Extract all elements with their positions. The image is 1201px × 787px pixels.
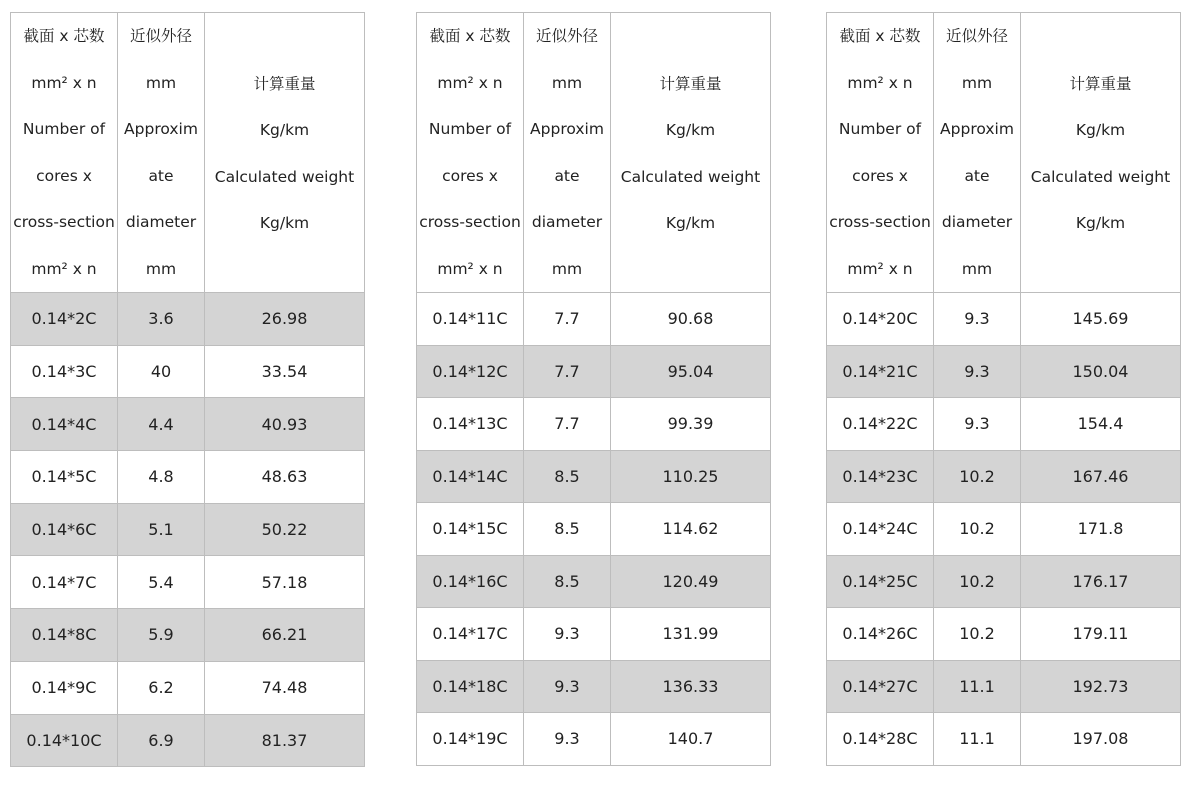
cell-weight: 110.25: [611, 450, 771, 503]
spec-table-2: [416, 12, 771, 766]
cell-weight: 48.63: [205, 451, 365, 504]
table-row: [827, 398, 1181, 451]
table-row: [417, 713, 771, 766]
table-row: [417, 345, 771, 398]
table-row: [417, 555, 771, 608]
header-line: mm² x n: [437, 259, 503, 278]
cell-section: 0.14*15C: [417, 503, 524, 556]
cell-diameter: 9.3: [524, 608, 611, 661]
cell-weight: 120.49: [611, 555, 771, 608]
table-row: [827, 555, 1181, 608]
cell-section: 0.14*2C: [11, 293, 118, 346]
cell-section: 0.14*21C: [827, 345, 934, 398]
cell-diameter: 10.2: [934, 503, 1021, 556]
header-line: cross-section: [419, 213, 521, 231]
cell-weight: 171.8: [1021, 503, 1181, 556]
header-line: mm: [145, 259, 177, 278]
cell-diameter: 10.2: [934, 450, 1021, 503]
header-line: 近似外径: [945, 27, 1008, 45]
header-line: Kg/km: [1075, 121, 1126, 139]
cell-weight: 145.69: [1021, 293, 1181, 346]
header-line: mm² x n: [31, 259, 97, 278]
table-row: [11, 661, 365, 714]
cell-weight: 114.62: [611, 503, 771, 556]
cell-section: 0.14*16C: [417, 555, 524, 608]
header-line: mm: [551, 259, 583, 278]
cell-diameter: 9.3: [934, 345, 1021, 398]
cell-section: 0.14*4C: [11, 398, 118, 451]
table-row: [827, 503, 1181, 556]
table-row: [11, 293, 365, 346]
spec-table-3: [826, 12, 1181, 766]
header-line: 截面 x 芯数: [23, 27, 105, 45]
cell-weight: 192.73: [1021, 660, 1181, 713]
cell-section: 0.14*28C: [827, 713, 934, 766]
header-line: Number of: [838, 120, 922, 138]
cell-diameter: 7.7: [524, 345, 611, 398]
cell-weight: 95.04: [611, 345, 771, 398]
cell-diameter: 10.2: [934, 608, 1021, 661]
header-line: ate: [148, 166, 174, 185]
header-line: cross-section: [829, 213, 931, 231]
header-line: mm: [961, 259, 993, 278]
cell-section: 0.14*24C: [827, 503, 934, 556]
cell-diameter: 4.8: [118, 451, 205, 504]
table-row: [417, 660, 771, 713]
spec-table-1: [10, 12, 365, 767]
cell-section: 0.14*13C: [417, 398, 524, 451]
header-section: [417, 13, 524, 293]
header-line: Calculated weight: [1030, 167, 1171, 186]
table-row: [827, 713, 1181, 766]
cell-diameter: 6.2: [118, 661, 205, 714]
cell-section: 0.14*19C: [417, 713, 524, 766]
cell-diameter: 7.7: [524, 293, 611, 346]
table-row: [417, 450, 771, 503]
cell-section: 0.14*23C: [827, 450, 934, 503]
cell-weight: 140.7: [611, 713, 771, 766]
cell-diameter: 8.5: [524, 450, 611, 503]
header-line: 近似外径: [535, 27, 598, 45]
header-line: Kg/km: [259, 214, 310, 232]
header-line: 计算重量: [253, 74, 316, 93]
table-row: [827, 608, 1181, 661]
header-line: Kg/km: [1075, 214, 1126, 232]
cell-weight: 136.33: [611, 660, 771, 713]
header-line: mm² x n: [31, 73, 97, 92]
header-weight: [611, 13, 771, 293]
table-row: [11, 714, 365, 767]
header-diameter: [118, 13, 205, 293]
cell-section: 0.14*17C: [417, 608, 524, 661]
table-row: [11, 398, 365, 451]
table-row: [417, 398, 771, 451]
cell-diameter: 8.5: [524, 555, 611, 608]
cell-diameter: 40: [118, 345, 205, 398]
cell-diameter: 11.1: [934, 713, 1021, 766]
cell-diameter: 5.4: [118, 556, 205, 609]
header-line: mm² x n: [847, 259, 913, 278]
cell-section: 0.14*26C: [827, 608, 934, 661]
cell-weight: 50.22: [205, 503, 365, 556]
cell-weight: 66.21: [205, 609, 365, 662]
cell-section: 0.14*20C: [827, 293, 934, 346]
table-row: [417, 608, 771, 661]
header-line: mm² x n: [847, 73, 913, 92]
header-section: [11, 13, 118, 293]
table-row: [827, 450, 1181, 503]
cell-weight: 90.68: [611, 293, 771, 346]
table-row: [827, 345, 1181, 398]
cell-diameter: 10.2: [934, 555, 1021, 608]
cell-section: 0.14*6C: [11, 503, 118, 556]
header-weight: [205, 13, 365, 293]
cell-diameter: 3.6: [118, 293, 205, 346]
cell-diameter: 9.3: [934, 293, 1021, 346]
header-row: [417, 13, 771, 293]
header-line: mm: [551, 73, 583, 92]
header-line: Approxim: [124, 120, 198, 138]
header-line: Kg/km: [259, 121, 310, 139]
header-line: Calculated weight: [620, 167, 761, 186]
cell-diameter: 5.9: [118, 609, 205, 662]
header-diameter: [934, 13, 1021, 293]
cell-diameter: 8.5: [524, 503, 611, 556]
cell-weight: 33.54: [205, 345, 365, 398]
cell-weight: 179.11: [1021, 608, 1181, 661]
table-row: [827, 660, 1181, 713]
cell-diameter: 11.1: [934, 660, 1021, 713]
header-diameter: [524, 13, 611, 293]
cell-weight: 40.93: [205, 398, 365, 451]
cell-section: 0.14*7C: [11, 556, 118, 609]
header-line: diameter: [531, 213, 603, 231]
cell-weight: 74.48: [205, 661, 365, 714]
cell-section: 0.14*11C: [417, 293, 524, 346]
cell-weight: 81.37: [205, 714, 365, 767]
cell-section: 0.14*9C: [11, 661, 118, 714]
table-row: [417, 293, 771, 346]
cell-weight: 99.39: [611, 398, 771, 451]
cell-section: 0.14*3C: [11, 345, 118, 398]
cell-diameter: 9.3: [524, 660, 611, 713]
header-weight: [1021, 13, 1181, 293]
header-line: mm: [145, 73, 177, 92]
cell-weight: 150.04: [1021, 345, 1181, 398]
cell-weight: 131.99: [611, 608, 771, 661]
header-line: cores x: [36, 166, 92, 185]
header-line: Approxim: [530, 120, 604, 138]
header-line: mm: [961, 73, 993, 92]
table-row: [11, 503, 365, 556]
header-line: Kg/km: [665, 121, 716, 139]
header-section: [827, 13, 934, 293]
header-line: 计算重量: [659, 74, 722, 93]
cell-weight: 26.98: [205, 293, 365, 346]
cell-section: 0.14*18C: [417, 660, 524, 713]
table-row: [417, 503, 771, 556]
header-line: cores x: [852, 166, 908, 185]
table-row: [11, 609, 365, 662]
header-line: 计算重量: [1069, 74, 1132, 93]
cell-section: 0.14*14C: [417, 450, 524, 503]
header-line: cross-section: [13, 213, 115, 231]
header-line: cores x: [442, 166, 498, 185]
header-line: ate: [964, 166, 990, 185]
table-row: [11, 556, 365, 609]
cell-diameter: 5.1: [118, 503, 205, 556]
cell-weight: 167.46: [1021, 450, 1181, 503]
table-row: [11, 345, 365, 398]
header-line: Number of: [428, 120, 512, 138]
header-line: diameter: [125, 213, 197, 231]
cell-section: 0.14*25C: [827, 555, 934, 608]
header-line: 截面 x 芯数: [429, 27, 511, 45]
cell-section: 0.14*10C: [11, 714, 118, 767]
table-row: [827, 293, 1181, 346]
header-row: [11, 13, 365, 293]
cell-diameter: 9.3: [934, 398, 1021, 451]
cell-section: 0.14*12C: [417, 345, 524, 398]
cell-diameter: 7.7: [524, 398, 611, 451]
header-line: Number of: [22, 120, 106, 138]
header-row: [827, 13, 1181, 293]
cell-weight: 176.17: [1021, 555, 1181, 608]
cell-diameter: 4.4: [118, 398, 205, 451]
cell-diameter: 9.3: [524, 713, 611, 766]
header-line: diameter: [941, 213, 1013, 231]
header-line: Approxim: [940, 120, 1014, 138]
cell-section: 0.14*27C: [827, 660, 934, 713]
header-line: ate: [554, 166, 580, 185]
cell-section: 0.14*8C: [11, 609, 118, 662]
cell-weight: 57.18: [205, 556, 365, 609]
cell-section: 0.14*22C: [827, 398, 934, 451]
cell-weight: 154.4: [1021, 398, 1181, 451]
header-line: 近似外径: [129, 27, 192, 45]
table-row: [11, 451, 365, 504]
cell-section: 0.14*5C: [11, 451, 118, 504]
header-line: Kg/km: [665, 214, 716, 232]
cell-diameter: 6.9: [118, 714, 205, 767]
header-line: 截面 x 芯数: [839, 27, 921, 45]
cell-weight: 197.08: [1021, 713, 1181, 766]
header-line: mm² x n: [437, 73, 503, 92]
header-line: Calculated weight: [214, 167, 355, 186]
